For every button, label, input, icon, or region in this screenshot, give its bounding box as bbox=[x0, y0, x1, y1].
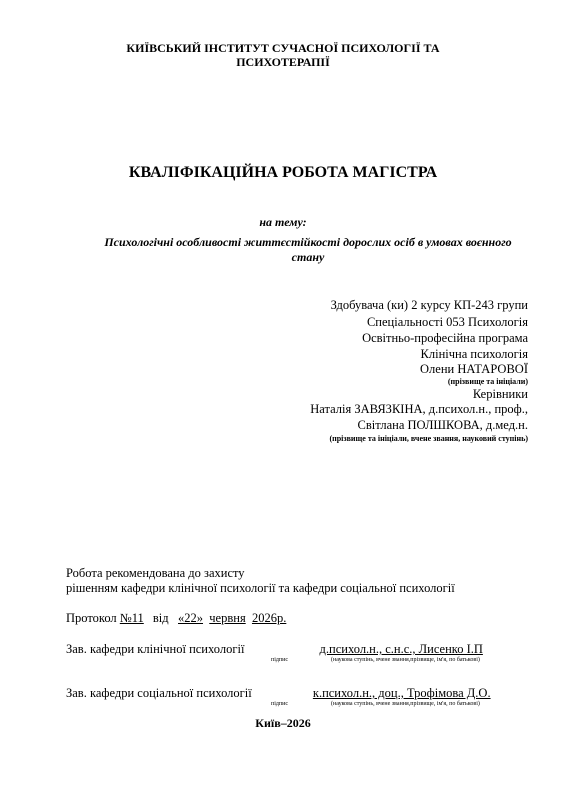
document-title: КВАЛІФІКАЦІЙНА РОБОТА МАГІСТРА bbox=[128, 164, 438, 181]
thesis-topic bbox=[50, 235, 566, 265]
head2-label: Зав. кафедри соціальної психології bbox=[66, 686, 252, 700]
head2-degree-hint: (наукова ступінь, вчене звання,прізвище, ім'я, по батькові) bbox=[331, 701, 480, 707]
institute-line-1: КИЇВСЬКИЙ ІНСТИТУТ СУЧАСНОЇ ПСИХОЛОГІЇ ТА bbox=[126, 41, 440, 55]
city-year: Київ–2026 bbox=[255, 716, 311, 730]
program-name: Клінічна психологія bbox=[420, 347, 528, 361]
supervisors-hint: (прізвище та ініціали, вчене звання, науковий ступінь) bbox=[329, 434, 528, 443]
recommendation-line-1: Робота рекомендована до захисту bbox=[66, 566, 245, 580]
head1-signature-hint: підпис bbox=[271, 657, 289, 663]
head2-signature-hint: підпис bbox=[271, 701, 289, 707]
student-name: Олени НАТАРОВОЇ bbox=[420, 362, 528, 376]
recommendation-line-2: рішенням кафедри клінічної психології та кафедри соціальної психології bbox=[66, 581, 455, 595]
program-type: Освітньо-професійна програма bbox=[362, 331, 528, 345]
student-course: Здобувача (ки) 2 курсу КП-243 групи bbox=[330, 298, 528, 312]
protocol-line bbox=[66, 611, 300, 626]
institute-name bbox=[60, 41, 506, 69]
theme-label: на тему: bbox=[259, 215, 307, 229]
institute-line-2: ПСИХОТЕРАПІЇ bbox=[236, 55, 330, 69]
head2-line bbox=[66, 686, 491, 701]
head1-degree-hint: (наукова ступінь, вчене звання,прізвище, ім'я, по батькові) bbox=[331, 657, 480, 663]
protocol-number: №11 bbox=[119, 611, 144, 625]
protocol-month: червня bbox=[209, 611, 246, 625]
head1-label: Зав. кафедри клінічної психології bbox=[66, 642, 245, 656]
protocol-from: від bbox=[152, 611, 169, 625]
protocol-prefix: Протокол bbox=[66, 611, 120, 625]
topic-line-1: Психологічні особливості життєстійкості дорослих осіб в умовах воєнного bbox=[104, 235, 512, 249]
supervisors-label: Керівники bbox=[472, 387, 528, 401]
head2-value: к.психол.н., доц., Трофімова Д.О. bbox=[312, 686, 491, 700]
topic-line-2: стану bbox=[291, 250, 325, 264]
supervisor-2: Світлана ПОЛШКОВА, д.мед.н. bbox=[357, 418, 528, 432]
supervisor-1: Наталія ЗАВЯЗКІНА, д.психол.н., проф., bbox=[310, 402, 528, 416]
student-specialty: Спеціальності 053 Психологія bbox=[366, 315, 528, 329]
student-name-hint: (прізвище та ініціали) bbox=[447, 377, 528, 386]
head1-value: д.психол.н., с.н.с., Лисенко І.П bbox=[319, 642, 483, 656]
protocol-year: 2026р. bbox=[251, 611, 287, 625]
protocol-day: «22» bbox=[178, 611, 204, 625]
head1-line bbox=[66, 642, 483, 657]
